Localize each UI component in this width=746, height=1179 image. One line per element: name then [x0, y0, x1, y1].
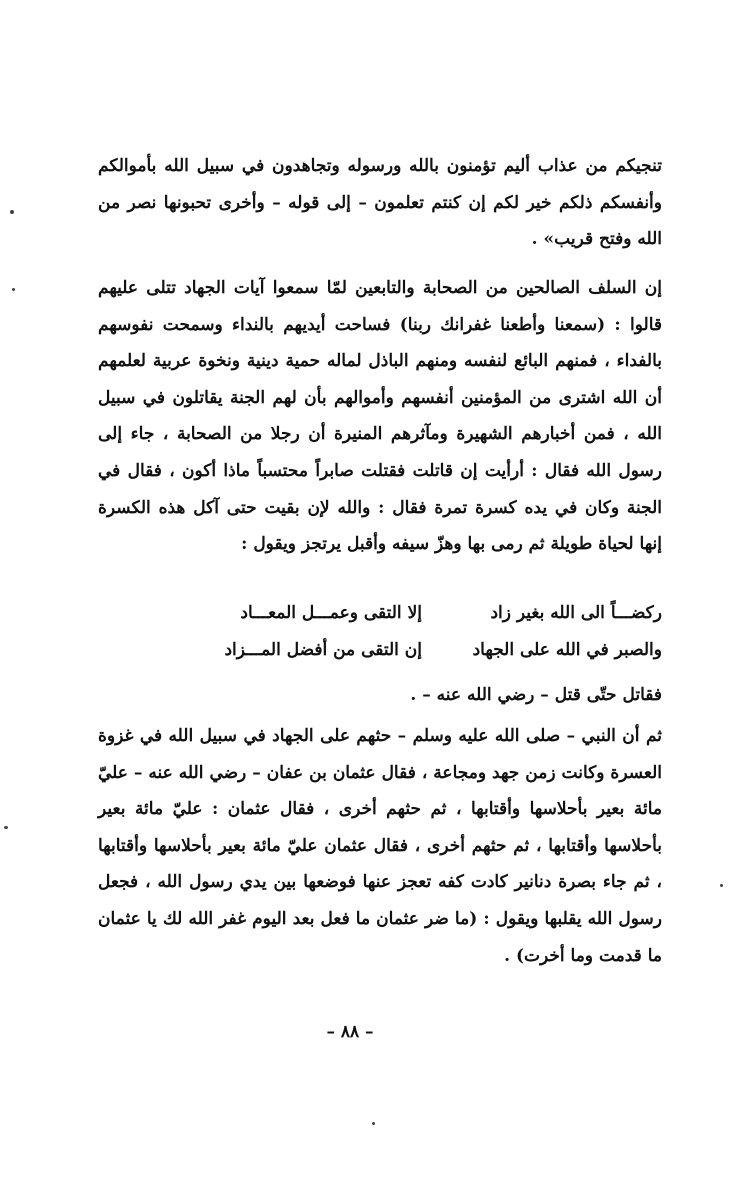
closing-line: فقاتل حتّى قتل – رضي الله عنه – .: [410, 685, 662, 705]
paragraph-uthman: ثم أن النبي – صلى الله عليه وسلم – حثهم على الجهاد في سبيل الله في غزوة العسرة وكانت زمن جهد ومجاعة ، فقال عثمان بن عفان – رضي الله عنه – عليّ مائة بعير بأحلاسها وأقتابها ، ثم حثهم أخرى ، فقال عثمان : عليّ مائة بعير بأحلاسها وأقتابها ، ثم حثهم أخرى ، فقال عثمان عليّ مائة بعير بأحلاسها وأقتابها ، ثم جاء بصرة دنانير كادت كفه تعجز عنها فوضعها بين يدي رسول الله ، فجعل رسول الله يقلبها ويقول : (ما ضر عثمان ما فعل بعد اليوم غفر الله لك يا عثمان ما قدمت وما أخرت) .: [98, 726, 662, 966]
text-block: [98, 148, 662, 1048]
poem-hemistich-second: إن التقى من أفضل المـــزاد: [224, 640, 422, 660]
poem-verse: [158, 595, 662, 632]
poem-hemistich-second: إلا التقى وعمـــل المعـــاد: [240, 603, 422, 623]
page-number: – ٨٨ –: [326, 1022, 374, 1042]
paragraph-quran-verse: تنجيكم من عذاب أليم تؤمنون بالله ورسوله وتجاهدون في سبيل الله بأموالكم وأنفسكم ذلكم خير لكم إن كنتم تعلمون – إلى قوله – وأخرى تحبونها نصر من الله وفتح قريب» .: [98, 156, 662, 250]
scan-speck: [12, 288, 15, 291]
poem: [158, 595, 662, 669]
scan-speck: [720, 884, 723, 887]
scan-speck: [4, 826, 8, 829]
scan-speck: [372, 1122, 375, 1125]
paragraph-salaf: إن السلف الصالحين من الصحابة والتابعين لمّا سمعوا آيات الجهاد تتلى عليهم قالوا : (سمعنا وأطعنا غفرانك ربنا) فساحت أيديهم بالنداء وسمحت نفوسهم بالفداء ، فمنهم البائع لنفسه ومنهم الباذل لماله حمية دينية ونخوة عربية لعلمهم أن الله اشترى من المؤمنين أنفسهم وأموالهم بأن لهم الجنة يقاتلون في سبيل الله ، فمن أخبارهم الشهيرة ومآثرهم المنيرة أن رجلا من الصحابة ، جاء إلى رسول الله فقال : أرأيت إن قاتلت فقتلت صابراً محتسباً ماذا أكون ، فقال في الجنة وكان في يده كسرة تمرة فقال : والله لإن بقيت حتى آكل هذه الكسرة إنها لحياة طويلة ثم رمى بها وهزّ سيفه وأقبل يرتجز ويقول :: [98, 278, 662, 555]
scan-speck: [10, 210, 14, 214]
poem-hemistich-first: والصبر في الله على الجهاد: [472, 640, 662, 660]
poem-hemistich-first: ركضـــاً الى الله بغير زاد: [490, 603, 662, 623]
poem-verse: [158, 632, 662, 669]
